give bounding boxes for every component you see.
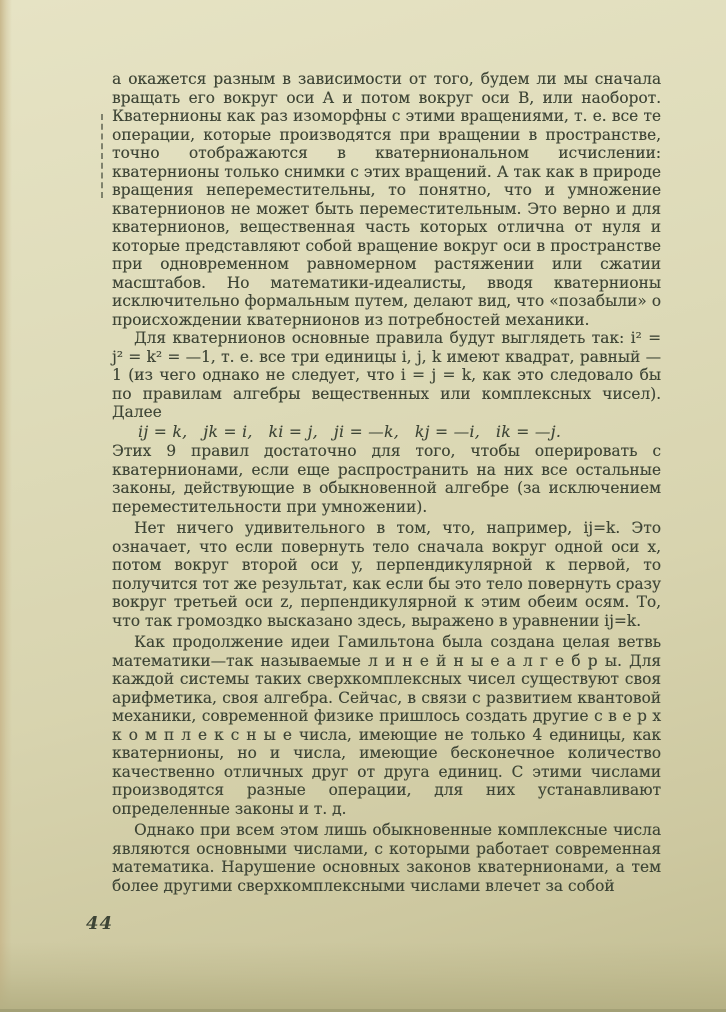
page-number: 44 <box>86 913 114 934</box>
paragraph-continuation: а окажется разным в зависимости от того, будем ли мы сначала вращать его вокруг оси A и потом вокруг оси B, или наоборот. Кватернионы как раз изоморфны с этими вращениями, т. е. все те операции, которые производятся при вращении в пространстве, точно отображаются в кватерниональном исчислении: кватернионы только снимки с этих вращений. А так как в природе вращения непереместительны, то понятно, что и умножение кватернионов не может быть переместительным. Это верно и для кватернионов, вещественная часть которых отлична от нуля и которые представляют собой вращение вокруг оси в пространстве при одновременном равномерном растяжении или сжатии масштабов. Но математики-идеалисты, вводя кватернионы исключительно формальным путем, делают вид, что «позабыли» о происхождении кватернионов из потребностей механики. <box>112 70 661 329</box>
paragraph-quaternion-rules: Для кватернионов основные правила будут выглядеть так: i² = j² = k² = —1, т. е. все три единицы i, j, k имеют квадрат, равный —1 (из чего однако не следует, что i = j = k, как это следовало бы по правилам алгебры вещественных или комплексных чисел). Далее <box>112 329 661 421</box>
formula-line-multiplication-rules: ij = k, jk = i, ki = j, ji = —k, kj = —i, ik = —j. <box>138 422 562 441</box>
page-edge-shadow-left <box>0 0 12 1012</box>
paragraph-nine-rules: Этих 9 правил достаточно для того, чтобы оперировать с кватернионами, если еще распространить на них все остальные законы, действующие в обыкновенной алгебре (за исключением переместительности при умножении). <box>112 442 661 516</box>
page-text-block <box>112 70 661 895</box>
paragraph-linear-algebras: Как продолжение идеи Гамильтона была создана целая ветвь математики—так называемые л и н е й н ы е а л г е б р ы. Для каждой системы таких сверхкомплексных чисел существуют своя арифметика, своя алгебра. Сейчас, в связи с развитием квантовой механики, современной физике пришлось создать другие с в е р х к о м п л е к с н ы е числа, имеющие не только 4 единицы, как кватернионы, но и числа, имеющие бесконечное количество качественно отличных друг от друга единиц. С этими числами производятся разные операции, для них устанавливают определенные законы и т. д. <box>112 633 661 818</box>
paragraph-rotation-explanation: Нет ничего удивительного в том, что, например, ij=k. Это означает, что если повернуть тело сначала вокруг одной оси x, потом вокруг второй оси y, перпендикулярной к первой, то получится тот же результат, как если бы это тело повернуть сразу вокруг третьей оси z, перпендикулярной к этим обеим осям. То, что так громоздко высказано здесь, выражено в уравнении ij=k. <box>112 519 661 630</box>
paragraph-complex-numbers: Однако при всем этом лишь обыкновенные комплексные числа являются основными числами, с которыми работает современная математика. Нарушение основных законов кватернионами, а тем более другими сверхкомплексными числами влечет за собой <box>112 821 661 895</box>
margin-pencil-mark <box>101 114 103 198</box>
page-edge-shadow-bottom <box>0 942 726 1012</box>
